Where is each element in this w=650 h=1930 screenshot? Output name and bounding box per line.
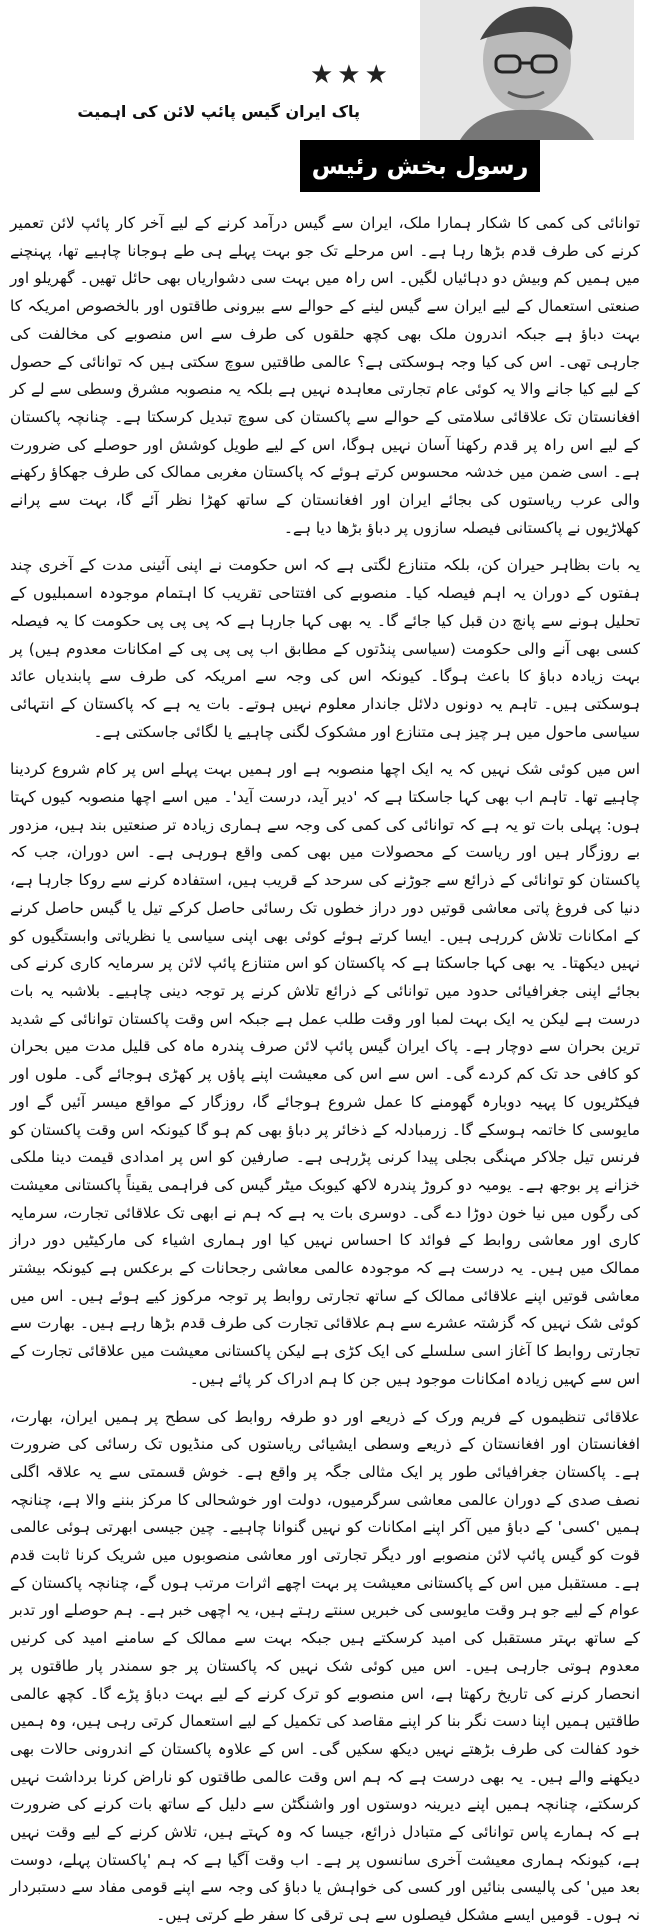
article-paragraph: علاقائی تنظیموں کے فریم ورک کے ذریعے اور دو طرفہ روابط کی سطح پر ہمیں ایران، بھارت، افغانستان اور افغانستان کے ذریعے وسطی ایشیائی ریاستوں کی منڈیوں تک رسائی کی ضرورت ہے۔ پاکستان جغرافیائی طور پر ایک مثالی جگہ پر واقع ہے۔ خوش قسمتی سے یہ علاقہ اگلی نصف صدی کے دوران عالمی معاشی سرگرمیوں، دولت اور خوشحالی کا مرکز بننے والا ہے، چنانچہ ہمیں 'کسی' کے دباؤ میں آکر اپنے امکانات کو نہیں گنوانا چاہیے۔ چین جیسی ابھرتی ہوئی عالمی قوت کو گیس پائپ لائن منصوبے اور دیگر تجارتی اور معاشی منصوبوں میں شریک کرنا ثابت قدم ہے۔ مستقبل میں اس کے پاکستانی معیشت پر بہت اچھے اثرات مرتب ہوں گے، چنانچہ پاکستان کے عوام کے لیے جو ہر وقت مایوسی کی خبریں سنتے رہتے ہیں، یہ اچھی خبر ہے۔ ہم حوصلے اور تدبر کے ساتھ بہتر مستقبل کی امید کرسکتے ہیں جبکہ بہت سے ممالک کے سامنے امید کی کرنیں معدوم ہوتی جارہی ہیں۔ اس میں کوئی شک نہیں کہ پاکستان پر جو سمندر پار طاقتوں پر انحصار کرنے کی تاریخ رکھتا ہے، اس منصوبے کو ترک کرنے کے لیے بہت دباؤ پڑے گا۔ کچھ عالمی طاقتیں ہمیں اپنا دست نگر بنا کر اپنے مقاصد کی تکمیل کے لیے استعمال کرتی رہی ہیں، وہ ہمیں خود کفالت کی طرف بڑھتے نہیں دیکھ سکیں گی۔ اس کے علاوہ پاکستان کے اندرونی حالات بھی دیکھنے والے ہیں۔ یہ بھی درست ہے کہ ہم اس وقت عالمی طاقتوں کو ناراض کرنا برداشت نہیں کرسکتے، چنانچہ ہمیں اپنے دیرینہ دوستوں اور واشنگٹن سے دلیل کے ساتھ بات کرنے کی ضرورت ہے کہ ہمارے پاس توانائی کے متبادل ذرائع، جیسا کہ وہ کہتے ہیں، تلاش کرنے کے لیے وقت نہیں ہے، کیونکہ ہماری معیشت آخری سانسوں پر ہے۔ اب وقت آگیا ہے کہ ہم 'پاکستان پہلے، دوست بعد میں' کی پالیسی بنائیں اور کسی کی خواہش یا دباؤ کی وجہ سے اپنے قومی مفاد سے دستبردار نہ ہوں۔ قومیں ایسے مشکل فیصلوں سے ہی ترقی کا سفر طے کرتی ہیں۔ [10, 1407, 640, 1925]
article-paragraph: یہ بات بظاہر حیران کن، بلکہ متنازع لگتی ہے کہ اس حکومت نے اپنی آئینی مدت کے آخری چند ہفتوں کے دوران یہ اہم فیصلہ کیا۔ منصوبے کی افتتاحی تقریب کا اہتمام موجودہ اسمبلیوں کے تحلیل ہونے سے پانچ دن قبل کیا جائے گا۔ یہ بھی کہا جارہا ہے کہ پی پی پی حکومت کا یہ فیصلہ کسی بھی آنے والی حکومت (سیاسی پنڈتوں کے مطابق اب پی پی پی کے امکانات معدوم ہیں) پر بہت زیادہ دباؤ کا باعث ہوگا۔ کیونکہ اس کی وجہ سے امریکہ کی طرف سے پابندیاں عائد ہوسکتی ہیں۔ تاہم یہ دونوں دلائل جاندار معلوم نہیں ہوتے۔ بات یہ ہے کہ پاکستان کے انتہائی سیاسی ماحول میں ہر چیز ہی متنازع اور مشکوک لگنی چاہیے یا لگائی جاسکتی ہے۔ [10, 556, 640, 741]
author-name-banner: رسول بخش رئیس [300, 140, 540, 192]
author-photo [420, 0, 634, 140]
column-header [0, 0, 650, 206]
article-headline: پاک ایران گیس پائپ لائن کی اہمیت [77, 102, 360, 121]
article-paragraph: توانائی کی کمی کا شکار ہمارا ملک، ایران سے گیس درآمد کرنے کے لیے آخر کار پائپ لائن تعمیر کرنے کی طرف قدم بڑھا رہا ہے۔ اس مرحلے تک جو بہت پہلے ہی طے ہوجانا چاہیے تھا، پہنچنے میں ہمیں کم وبیش دو دہائیاں لگیں۔ اس راہ میں بہت سی دشواریاں بھی حائل تھیں۔ گھریلو اور صنعتی استعمال کے لیے ایران سے گیس لینے کے حوالے سے بیرونی طاقتوں اور بالخصوص امریکہ کا بہت دباؤ ہے جبکہ اندرون ملک بھی کچھ حلقوں کی طرف سے اس منصوبے کی مخالفت کی جارہی تھی۔ اس کی کیا وجہ ہوسکتی ہے؟ عالمی طاقتیں سوچ سکتی ہیں کہ توانائی کے حصول کے لیے کیا جانے والا یہ کوئی عام تجارتی معاہدہ نہیں ہے بلکہ یہ منصوبہ مشرق وسطی سے لے کر افغانستان تک علاقائی سلامتی کے حوالے سے پاکستان کی سوچ تبدیل کرسکتا ہے۔ چنانچہ پاکستان کے لیے اس راہ پر قدم رکھنا آسان نہیں ہوگا، اس کے لیے طویل کوشش اور حوصلے کی ضرورت ہے۔ اسی ضمن میں خدشہ محسوس کرتے ہوئے کہ پاکستان مغربی ممالک کی طرف جھکاؤ رکھنے والی عرب ریاستوں کی بجائے ایران اور افغانستان کے ساتھ کھڑا نظر آئے گا، بہت سے پرانے کھلاڑیوں نے پاکستانی فیصلہ سازوں پر دباؤ بڑھا دیا ہے۔ [10, 214, 640, 537]
rating-stars: ★★★ [310, 60, 392, 90]
author-portrait-image [420, 0, 634, 140]
article-body [10, 206, 640, 1930]
article-paragraph: اس میں کوئی شک نہیں کہ یہ ایک اچھا منصوبہ ہے اور ہمیں بہت پہلے اس پر کام شروع کردینا چاہیے تھا۔ تاہم اب بھی کہا جاسکتا ہے کہ 'دیر آید، درست آید'۔ میں اسے اچھا منصوبہ کیوں کہتا ہوں: پہلی بات تو یہ ہے کہ توانائی کی کمی کی وجہ سے ہماری زیادہ تر صنعتیں بند ہیں، مزدور بے روزگار ہیں اور ریاست کے محصولات میں بھی کمی واقع ہورہی ہے۔ اس دوران، جب کہ پاکستان کو توانائی کے ذرائع سے جوڑنے کی سرحد کے قریب ہیں، استفادہ کرنے سے روکا جارہا ہے، دنیا کی فروغ پاتی معاشی قوتیں دور دراز خطوں تک رسائی حاصل کرکے تیل یا گیس حاصل کرنے کے امکانات تلاش کررہی ہیں۔ ایسا کرتے ہوئے کوئی بھی اپنی سیاسی یا نظریاتی وابستگیوں کو نہیں دیکھتا۔ یہ بھی کہا جاسکتا ہے کہ پاکستان کو اس متنازع پائپ لائن پر سرمایہ کاری کرنے کی بجائے اپنی جغرافیائی حدود میں توانائی کے ذرائع تلاش کرنے پر توجہ دینی چاہیے۔ بلاشبہ یہ بات درست ہے لیکن یہ ایک بہت لمبا اور وقت طلب عمل ہے جبکہ اس وقت پاکستان توانائی کے شدید ترین بحران سے دوچار ہے۔ پاک ایران گیس پائپ لائن صرف پندرہ ماہ کی قلیل مدت میں بحران کو کافی حد تک کم کردے گی۔ اس سے اس کی معیشت اپنے پاؤں پر کھڑی ہوجائے گی۔ ملوں اور فیکٹریوں کا پہیہ دوبارہ گھومنے کا عمل شروع ہوجائے گا، روزگار کے مواقع میسر آئیں گے اور مایوسی کا خاتمہ ہوسکے گا۔ زرمبادلہ کے ذخائر پر دباؤ بھی کم ہو گا کیونکہ اس وقت پاکستان کو فرنس تیل جلاکر مہنگی بجلی پیدا کرنی پڑرہی ہے۔ صارفین کو اس پر امدادی قیمت دینا ملکی خزانے پر بوجھ ہے۔ یومیہ دو کروڑ پندرہ لاکھ کیوبک میٹر گیس کی فراہمی یقیناً پاکستانی معیشت کی رگوں میں نیا خون دوڑا دے گی۔ دوسری بات یہ ہے کہ ہم نے ابھی تک علاقائی تجارت، سرمایہ کاری اور معاشی روابط کے فوائد کا احساس نہیں کیا اور ہماری اشیاء کی مارکیٹیں دور دراز ممالک میں ہیں۔ یہ درست ہے کہ موجودہ عالمی معاشی رجحانات کے برعکس ہے کیونکہ بیشتر معاشی قوتیں اپنے علاقائی ممالک کے ساتھ تجارتی روابط پر توجہ مرکوز کیے ہوئے ہیں۔ اس میں کوئی شک نہیں کہ گزشتہ عشرے سے ہم علاقائی تجارت کی طرف قدم بڑھا رہے ہیں۔ بھارت سے تجارتی روابط کا آغاز اسی سلسلے کی ایک کڑی ہے لیکن پاکستانی معیشت میں علاقائی تجارت کے اس سے کہیں زیادہ امکانات موجود ہیں جن کا ہم ادراک کر پائے ہیں۔ [10, 760, 640, 1388]
